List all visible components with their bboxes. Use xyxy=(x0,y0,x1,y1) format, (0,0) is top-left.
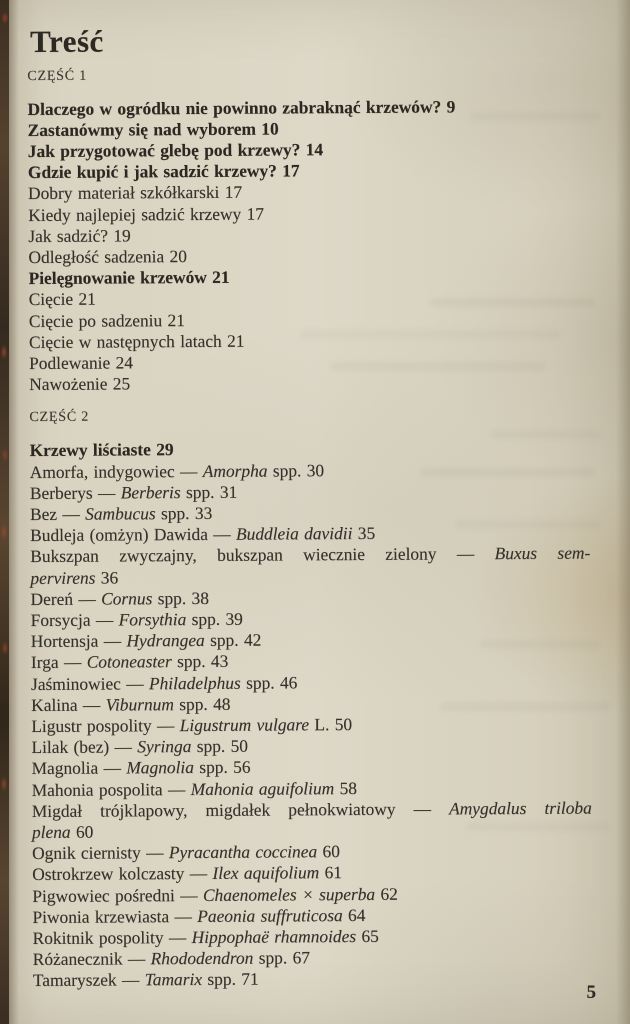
toc-entry: Zastanówmy się nad wyborem 10 xyxy=(27,118,279,140)
toc-entry: Irga — Cotoneaster spp. 43 xyxy=(30,651,229,673)
spine-shadow xyxy=(9,0,19,1024)
toc-entry: Amorfa, indygowiec — Amorpha spp. 30 xyxy=(29,459,325,482)
toc-entry: Mahonia pospolita — Mahonia aguifolium 58 xyxy=(31,777,358,800)
section-label: CZĘŚĆ 1 xyxy=(27,68,88,84)
toc-entry: Hortensja — Hydrangea spp. 42 xyxy=(30,629,262,652)
toc-entry: Odległość sadzenia 20 xyxy=(28,245,187,267)
toc-entry: Cięcie 21 xyxy=(28,288,96,310)
toc-entry: Rokitnik pospolity — Hippophaë rhamnoides 65 xyxy=(32,925,379,949)
toc-entry: Różanecznik — Rhododendron spp. 67 xyxy=(32,947,310,970)
page-number: 5 xyxy=(586,982,596,1003)
toc-entry: Forsycja — Forsythia spp. 39 xyxy=(30,608,243,631)
toc-entry: Dereń — Cornus spp. 38 xyxy=(30,587,209,609)
toc-entry: Piwonia krzewiasta — Paeonia suffruticosa 64 xyxy=(32,904,366,927)
toc-entry: pervirens 36 xyxy=(30,567,119,588)
toc-entry: Ostrokrzew kolczasty — Ilex aquifolium 61 xyxy=(32,862,343,885)
toc-entry: Jak przygotować glebę pod krzewy? 14 xyxy=(27,139,324,161)
toc-entry: Pielęgnowanie krzewów 21 xyxy=(28,266,230,289)
page-right-edge-shadow xyxy=(616,0,630,1024)
toc-entry: plena 60 xyxy=(31,821,94,843)
toc-entry: Bez — Sambucus spp. 33 xyxy=(29,502,213,524)
toc-entry: Jaśminowiec — Philadelphus spp. 46 xyxy=(30,671,298,694)
toc-entry: Dobry materiał szkółkarski 17 xyxy=(27,182,243,204)
toc-entry: Jak sadzić? 19 xyxy=(28,225,131,246)
page-title: Treść xyxy=(29,23,104,59)
toc-entry: Kalina — Viburnum spp. 48 xyxy=(31,693,231,715)
toc-entry: Budleja (omżyn) Dawida — Buddleia davidii 35 xyxy=(30,523,376,546)
toc-entry: Cięcie w następnych latach 21 xyxy=(28,330,245,352)
section-label: CZĘŚĆ 2 xyxy=(29,410,90,426)
toc-entry: Lilak (bez) — Syringa spp. 50 xyxy=(31,735,249,758)
toc-entry: Bukszpan zwyczajny, bukszpan wiecznie zielony — Buxus sem- xyxy=(30,542,591,567)
toc-entry: Gdzie kupić i jak sadzić krzewy? 17 xyxy=(27,160,300,183)
toc-entry: Podlewanie 24 xyxy=(28,352,133,373)
toc-entry: Dlaczego w ogródku nie powinno zabraknąć krzewów? 9 xyxy=(27,95,456,119)
toc-entry: Magnolia — Magnolia spp. 56 xyxy=(31,757,251,779)
toc-entry: Nawożenie 25 xyxy=(29,373,131,395)
toc-entry: Ligustr pospolity — Ligustrum vulgare L. 50 xyxy=(31,714,353,737)
page-spine-edge xyxy=(0,0,9,1024)
toc-entry: Migdał trójklapowy, migdałek pełnokwiatowy — Amygdalus triloba xyxy=(31,797,592,821)
toc-entry: Krzewy liściaste 29 xyxy=(29,439,174,461)
toc-entry: Ognik ciernisty — Pyracantha coccinea 60 xyxy=(31,841,340,864)
toc-entry: Pigwowiec pośredni — Chaenomeles × superba 62 xyxy=(32,883,398,906)
toc-entry: Cięcie po sadzeniu 21 xyxy=(28,309,185,331)
toc xyxy=(27,64,593,992)
toc-entry: Berberys — Berberis spp. 31 xyxy=(29,481,238,503)
toc-content xyxy=(27,23,593,992)
toc-entry: Tamaryszek — Tamarix spp. 71 xyxy=(32,969,259,991)
toc-entry: Kiedy najlepiej sadzić krzewy 17 xyxy=(28,203,265,225)
